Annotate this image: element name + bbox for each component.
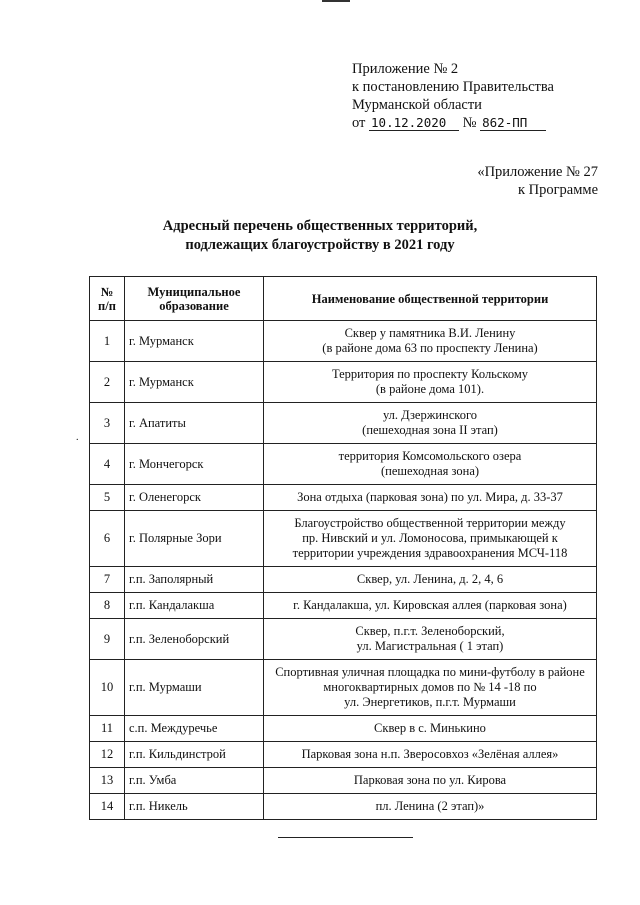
row-municipality: г.п. Зеленоборский — [125, 619, 264, 660]
table-row — [90, 511, 597, 567]
row-territory-name — [264, 716, 597, 742]
territory-name-line: Сквер у памятника В.И. Ленину — [344, 326, 516, 340]
row-municipality: г.п. Кандалакша — [125, 593, 264, 619]
row-municipality: г.п. Мурмаши — [125, 660, 264, 716]
territory-name-line: многоквартирных домов по № 14 -18 по — [323, 680, 537, 694]
row-number: 12 — [90, 742, 125, 768]
row-municipality: г.п. Никель — [125, 794, 264, 820]
row-number: 3 — [90, 403, 125, 444]
row-number: 7 — [90, 567, 125, 593]
table-row — [90, 794, 597, 820]
header-number — [90, 277, 125, 321]
document-title — [0, 217, 640, 255]
table-row — [90, 768, 597, 794]
row-territory-name — [264, 444, 597, 485]
row-municipality: г. Полярные Зори — [125, 511, 264, 567]
annex-line-3: Мурманской области — [352, 97, 482, 113]
row-territory-name — [264, 321, 597, 362]
territory-name-line: ул. Энергетиков, п.г.т. Мурмаши — [344, 695, 516, 709]
row-municipality: г. Мурманск — [125, 321, 264, 362]
row-territory-name — [264, 567, 597, 593]
row-municipality: г. Апатиты — [125, 403, 264, 444]
title-line-2: подлежащих благоустройству в 2021 году — [185, 237, 455, 253]
table-row — [90, 660, 597, 716]
annex-block — [352, 60, 554, 132]
territory-name-line: Парковая зона по ул. Кирова — [353, 773, 507, 787]
territory-name-line: Спортивная уличная площадка по мини-футболу в районе — [275, 665, 585, 679]
territory-name-line: территория Комсомольского озера — [338, 449, 522, 463]
row-territory-name — [264, 485, 597, 511]
row-territory-name — [264, 768, 597, 794]
program-ref-line-1: «Приложение № 27 — [477, 164, 598, 180]
row-municipality: г. Мурманск — [125, 362, 264, 403]
territory-name-line: ул. Магистральная ( 1 этап) — [356, 639, 504, 653]
territory-name-line: г. Кандалакша, ул. Кировская аллея (парковая зона) — [293, 598, 567, 612]
row-number: 2 — [90, 362, 125, 403]
row-territory-name — [264, 593, 597, 619]
territory-name-line: пр. Нивский и ул. Ломоносова, примыкающей к — [302, 531, 558, 545]
header-territory-name: Наименование общественной территории — [264, 277, 597, 321]
row-number: 5 — [90, 485, 125, 511]
territory-name-line: (в районе дома 63 по проспекту Ленина) — [322, 341, 538, 355]
annex-number-label: № — [462, 115, 477, 131]
table-row — [90, 403, 597, 444]
header-number-line-1: № — [100, 284, 114, 299]
table-row — [90, 619, 597, 660]
territory-name-line: территории учреждения здравоохранения МСЧ-118 — [292, 546, 568, 560]
row-number: 10 — [90, 660, 125, 716]
annex-date-line — [352, 114, 554, 132]
row-number: 9 — [90, 619, 125, 660]
table-row — [90, 485, 597, 511]
territory-name-line: Территория по проспекту Кольскому — [331, 367, 529, 381]
header-municipality — [125, 277, 264, 321]
table-row — [90, 444, 597, 485]
table-row — [90, 716, 597, 742]
table-row — [90, 362, 597, 403]
territory-name-line: пл. Ленина (2 этап)» — [375, 799, 485, 813]
row-number: 14 — [90, 794, 125, 820]
table-row — [90, 593, 597, 619]
territory-name-line: Сквер в с. Минькино — [374, 721, 486, 735]
row-municipality: с.п. Междуречье — [125, 716, 264, 742]
table-header-row — [90, 277, 597, 321]
annex-line-1: Приложение № 2 — [352, 61, 459, 77]
row-territory-name — [264, 742, 597, 768]
header-municipality-line-2: образование — [159, 298, 229, 313]
stray-mark: . — [76, 432, 79, 443]
annex-date: 10.12.2020 — [369, 115, 459, 131]
row-number: 6 — [90, 511, 125, 567]
closing-rule — [278, 837, 413, 838]
territory-name-line: Благоустройство общественной территории между — [294, 516, 566, 530]
territory-name-line: (пешеходная зона II этап) — [362, 423, 498, 437]
title-line-1: Адресный перечень общественных территорий, — [162, 218, 478, 234]
row-territory-name — [264, 660, 597, 716]
territories-table — [89, 276, 597, 820]
row-territory-name — [264, 403, 597, 444]
table-row — [90, 742, 597, 768]
annex-line-2: к постановлению Правительства — [352, 79, 554, 95]
header-number-line-2: п/п — [98, 298, 116, 313]
row-number: 13 — [90, 768, 125, 794]
header-municipality-line-1: Муниципальное — [147, 284, 241, 299]
program-reference — [477, 163, 598, 199]
territory-name-line: (в районе дома 101). — [375, 382, 485, 396]
row-number: 11 — [90, 716, 125, 742]
territory-name-line: Сквер, п.г.т. Зеленоборский, — [355, 624, 505, 638]
row-number: 1 — [90, 321, 125, 362]
row-number: 4 — [90, 444, 125, 485]
territory-name-line: (пешеходная зона) — [380, 464, 480, 478]
row-number: 8 — [90, 593, 125, 619]
territory-name-line: Парковая зона н.п. Зверосовхоз «Зелёная аллея» — [301, 747, 559, 761]
territory-name-line: Сквер, ул. Ленина, д. 2, 4, 6 — [356, 572, 504, 586]
annex-number: 862-ПП — [480, 115, 546, 131]
row-territory-name — [264, 362, 597, 403]
territory-name-line: Зона отдыха (парковая зона) по ул. Мира, д. 33-37 — [297, 490, 563, 504]
row-municipality: г. Мончегорск — [125, 444, 264, 485]
program-ref-line-2: к Программе — [517, 182, 598, 198]
annex-from-label: от — [352, 115, 366, 131]
territory-name-line: ул. Дзержинского — [382, 408, 478, 422]
row-municipality: г.п. Кильдинстрой — [125, 742, 264, 768]
row-municipality: г. Оленегорск — [125, 485, 264, 511]
row-territory-name — [264, 511, 597, 567]
table-row — [90, 567, 597, 593]
row-territory-name — [264, 619, 597, 660]
row-municipality: г.п. Умба — [125, 768, 264, 794]
row-territory-name — [264, 794, 597, 820]
row-municipality: г.п. Заполярный — [125, 567, 264, 593]
table-row — [90, 321, 597, 362]
top-edge-mark — [322, 0, 350, 2]
